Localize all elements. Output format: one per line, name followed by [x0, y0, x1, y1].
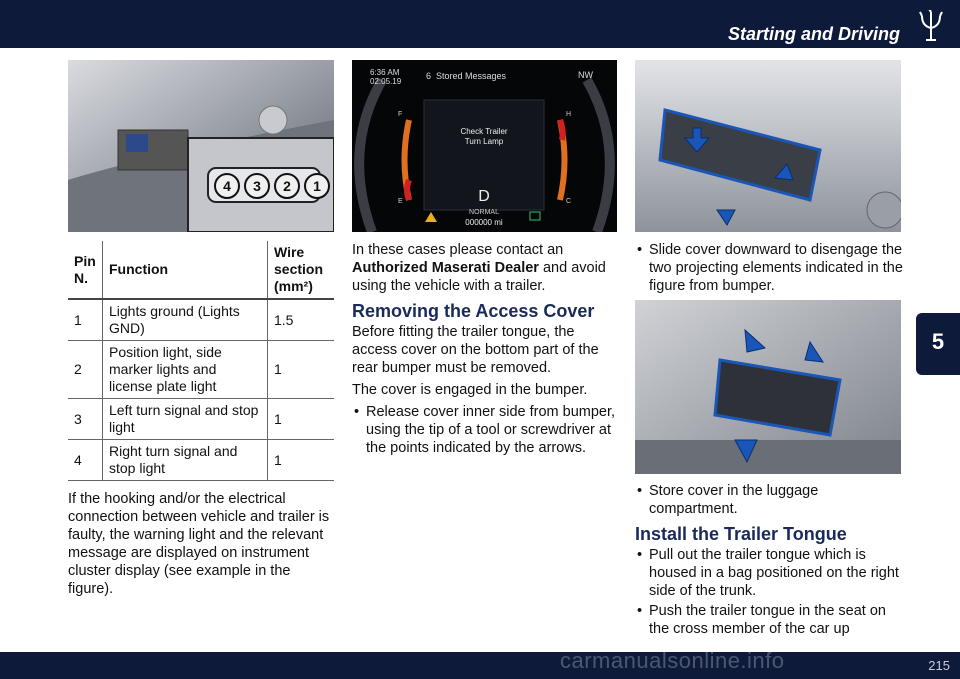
section-title: Starting and Driving [727, 24, 900, 44]
table-header-pin: Pin N. [68, 241, 103, 299]
bullet-release-cover: • Release cover inner side from bumper, using the tip of a tool or screwdriver at the points indicated by the arrows. [352, 403, 620, 457]
pin-number: 3 [68, 399, 103, 440]
connector-pin-label: 3 [244, 173, 270, 199]
pin-function: Lights ground (Lights GND) [103, 299, 268, 341]
footer-bar [0, 652, 960, 679]
bullet-pull-tongue: • Pull out the trailer tongue which is housed in a bag positioned on the right side of the trunk. [635, 546, 905, 600]
pin-function: Left turn signal and stop light [103, 399, 268, 440]
bullet-slide-cover: • Slide cover downward to disengage the two projecting elements indicated in the figure from bumper. [635, 241, 905, 295]
bullet-store-cover: • Store cover in the luggage compartment. [635, 482, 905, 518]
table-header-section: Wire section (mm²) [268, 241, 335, 299]
connector-pin-label: 2 [274, 173, 300, 199]
heading-install-trailer-tongue: Install the Trailer Tongue [635, 524, 847, 544]
heading-removing-access-cover: Removing the Access Cover [352, 301, 595, 321]
pin-section: 1 [268, 399, 335, 440]
paragraph: Before fitting the trailer tongue, the access cover on the bottom part of the rear bumper must be removed. [352, 324, 599, 376]
header-bar [0, 0, 960, 48]
pin-section: 1 [268, 341, 335, 399]
table-row [68, 399, 334, 440]
cover-removal-figure [635, 300, 901, 474]
middle-body [352, 323, 620, 459]
cluster-mode: NORMAL [469, 209, 499, 216]
cluster-gear: D [478, 188, 490, 205]
pin-section: 1.5 [268, 299, 335, 341]
temp-hot-label: H [566, 111, 572, 118]
right-install [635, 546, 905, 640]
pin-function: Position light, side marker lights and license plate light [103, 341, 268, 399]
cluster-warning-line2: Turn Lamp [464, 137, 504, 146]
fuel-full-label: F [398, 111, 403, 118]
cluster-heading: NW [578, 70, 593, 80]
connector-figure [68, 60, 334, 232]
dealer-name: Authorized Maserati Dealer [352, 260, 539, 276]
cluster-time: 6:36 AM [370, 68, 400, 77]
cluster-warning-line1: Check Trailer [460, 127, 508, 136]
pin-table [68, 241, 334, 481]
pin-number: 1 [68, 299, 103, 341]
table-row [68, 341, 334, 399]
table-header-function: Function [103, 241, 268, 299]
bullet-push-tongue: • Push the trailer tongue in the seat on the cross member of the car up [635, 602, 905, 638]
chapter-number: 5 [931, 329, 945, 354]
cluster-trip-time: 02:05.19 [370, 77, 402, 86]
bumper-cover-figure [635, 60, 901, 232]
table-row [68, 440, 334, 481]
watermark: carmanualsonline.info [560, 648, 785, 673]
table-row [68, 299, 334, 341]
connector-pin-label: 1 [304, 173, 330, 199]
middle-intro: In these cases please contact an Authorized Maserati Dealer and avoid using the vehicle with a trailer. [352, 242, 606, 294]
connector-pin-label: 4 [214, 173, 240, 199]
pin-function: Right turn signal and stop light [103, 440, 268, 481]
right-top [635, 241, 905, 297]
paragraph: The cover is engaged in the bumper. [352, 382, 588, 398]
left-paragraph: If the hooking and/or the electrical connection between vehicle and trailer is faulty, the warning light and the relevant message are displayed on instrument cluster display (see example in the figure). [68, 491, 330, 597]
pin-number: 2 [68, 341, 103, 399]
instrument-cluster-figure [352, 60, 617, 232]
pin-section: 1 [268, 440, 335, 481]
maserati-trident-icon [916, 10, 946, 44]
cluster-odometer: 000000 [465, 218, 492, 227]
pin-number: 4 [68, 440, 103, 481]
right-bottom [635, 482, 905, 520]
cluster-odometer-unit: mi [494, 218, 503, 227]
temp-cold-label: C [566, 198, 572, 205]
chapter-tab[interactable] [916, 313, 960, 375]
cluster-messages: 6 Stored Messages [426, 71, 507, 81]
fuel-empty-label: E [398, 198, 403, 205]
page-number: 215 [928, 658, 950, 673]
